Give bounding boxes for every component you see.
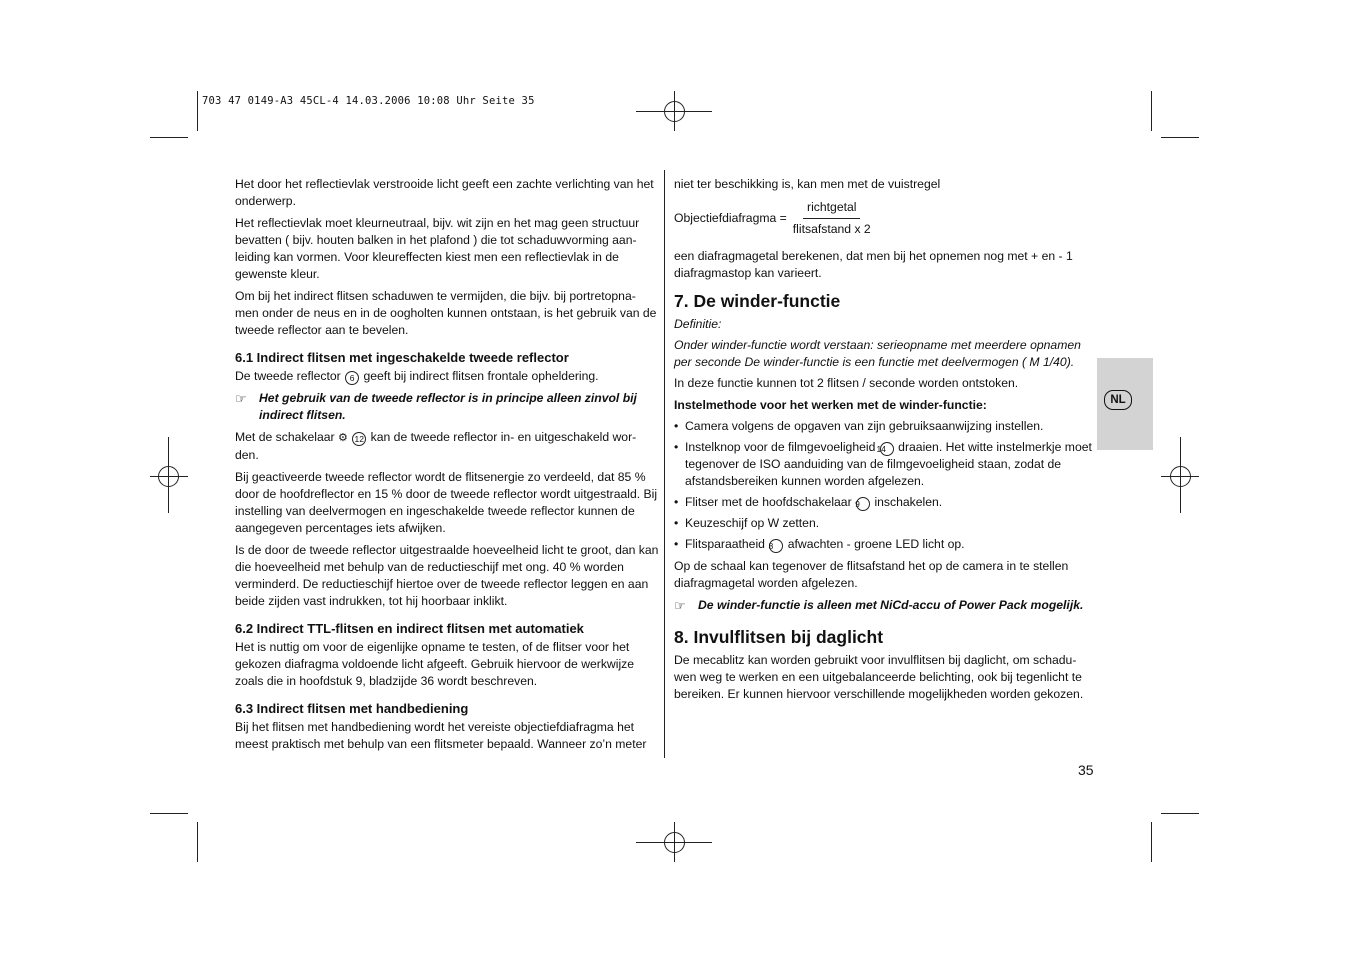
pointing-hand-icon: ☞	[674, 598, 686, 613]
column-divider	[664, 170, 665, 758]
paragraph: Het reflectievlak moet kleurneutraal, bijv. wit zijn en het mag geen structuur bevatten ( bijv. houten balken in het plafond ) die tot schaduwvorming aan-leiding kan vormen. Voor kleureffecten kiest men een reflectievlak in de gewenste kleur.	[235, 216, 640, 281]
text: afwachten - groene LED licht op.	[787, 537, 965, 551]
paragraph: niet ter beschikking is, kan men met de vuistregel	[674, 177, 941, 191]
paragraph: Om bij het indirect flitsen schaduwen te vermijden, die bijv. bij portretopna-men onder de neus en in de oogholten kunnen ontstaan, is het gebruik van de tweede reflector aan te bevelen.	[235, 289, 657, 337]
text: Flitsparaatheid	[685, 537, 765, 551]
paragraph: Op de schaal kan tegenover de flitsafstand het op de camera in te stellen diafragmagetal worden afgelezen.	[674, 559, 1069, 590]
text: Keuzeschijf op W zetten.	[685, 516, 820, 530]
text: geeft bij indirect flitsen frontale opheldering.	[363, 369, 599, 383]
paragraph: een diafragmagetal berekenen, dat men bij het opnemen nog met + en - 1 diafragmastop kan varieert.	[674, 249, 1073, 280]
text: kan de tweede reflector in- en uitgeschakeld wor-den.	[235, 430, 637, 462]
paragraph: Het is nuttig om voor de eigenlijke opname te testen, of de flitser voor het gekozen diafragma voldoende licht afgeeft. Gebruik hiervoor de werkwijze zoals die in hoofdstuk 9, bladzijde 36 wordt beschreven.	[235, 640, 635, 688]
text: inschakelen.	[874, 495, 943, 509]
text: Flitser met de hoofdschakelaar	[685, 495, 852, 509]
definition-label: Definitie:	[674, 317, 722, 331]
formula	[674, 199, 1096, 238]
fraction	[793, 199, 871, 238]
language-tab	[1097, 358, 1153, 450]
paragraph: Is de door de tweede reflector uitgestraalde hoeveelheid licht te groot, dan kan die hoeveelheid met behulp van de reductieschijf met ong. 40 % worden verminderd. De reductieschijf hiertoe over de tweede reflector leggen en aan beide zijden vast indrukken, tot hij hoorbaar inklikt.	[235, 543, 659, 608]
list-item	[674, 439, 1096, 490]
bullet-icon: •	[674, 537, 679, 551]
section-heading-6-3: 6.3 Indirect flitsen met handbediening	[235, 701, 469, 716]
crop-mark-top-left-h	[150, 137, 188, 138]
list-item	[674, 536, 1096, 553]
section-heading-8: 8. Invulflitsen bij daglicht	[674, 627, 884, 647]
language-badge: NL	[1104, 390, 1132, 410]
paragraph: Bij geactiveerde tweede reflector wordt de flitsenergie zo verdeeld, dat 85 % door de hoofdreflector en 15 % door de tweede reflector wordt uitgestraald. Bij instelling van deelvermogen en ingeschakelde tweede reflector kunnen de aangegeven percentages iets afwijken.	[235, 470, 658, 535]
section-heading-6-2: 6.2 Indirect TTL-flitsen en indirect flitsen met automatiek	[235, 621, 584, 636]
page-number: 35	[1078, 762, 1094, 778]
crop-mark-bottom-right-v	[1151, 822, 1152, 862]
paragraph: Bij het flitsen met handbediening wordt het vereiste objectiefdiafragma het meest praktisch met behulp van een flitsmeter bepaald. Wanneer zo’n meter	[235, 720, 647, 751]
print-slug: 703 47 0149-A3 45CL-4 14.03.2006 10:08 Uhr Seite 35	[202, 95, 535, 107]
crop-mark-bottom-left-h	[150, 813, 188, 814]
definition-text: Onder winder-functie wordt verstaan: serieopname met meerdere opnamen per seconde De winder-functie is een functie met deelvermogen ( M 1/40).	[674, 338, 1081, 369]
note	[235, 390, 659, 424]
switch-icon: ⚙	[337, 432, 348, 444]
bullet-icon: •	[674, 419, 679, 433]
left-column	[235, 176, 659, 758]
bullet-icon: •	[674, 440, 679, 454]
formula-lhs: Objectiefdiafragma =	[674, 211, 787, 225]
text: Instelknop voor de filmgevoeligheid	[685, 440, 876, 454]
text: De tweede reflector	[235, 369, 341, 383]
right-column	[674, 176, 1096, 708]
note-text: De winder-functie is alleen met NiCd-accu of Power Pack mogelijk.	[698, 598, 1084, 612]
paragraph	[235, 429, 659, 464]
paragraph: De mecablitz kan worden gebruikt voor invulflitsen bij daglicht, om schadu-wen weg te werken en een uitgebalanceerde belichting, ook bij tegenlicht te bereiken. Er kunnen hiervoor verschillende mogelijkheden worden gekozen.	[674, 653, 1084, 701]
paragraph	[235, 368, 659, 385]
crop-mark-bottom-left-v	[197, 822, 198, 862]
note	[674, 597, 1096, 614]
instructions-list	[674, 418, 1096, 553]
text: Met de schakelaar	[235, 430, 335, 444]
paragraph: In deze functie kunnen tot 2 flitsen / seconde worden ontstoken.	[674, 376, 1019, 390]
callout-number: 8	[769, 539, 783, 553]
crop-mark-bottom-right-h	[1161, 813, 1199, 814]
section-heading-7: 7. De winder-functie	[674, 291, 841, 311]
crop-mark-top-right-h	[1161, 137, 1199, 138]
bullet-icon: •	[674, 516, 679, 530]
text: Camera volgens de opgaven van zijn gebruiksaanwijzing instellen.	[685, 419, 1044, 433]
paragraph: Het door het reflectievlak verstrooide licht geeft een zachte verlichting van het onderwerp.	[235, 177, 654, 208]
callout-number: 6	[345, 371, 359, 385]
bullet-icon: •	[674, 495, 679, 509]
crop-mark-top-left-v	[197, 91, 198, 131]
section-heading-6-1: 6.1 Indirect flitsen met ingeschakelde tweede reflector	[235, 350, 569, 365]
callout-number: 12	[352, 432, 366, 446]
crop-mark-top-right-v	[1151, 91, 1152, 131]
pointing-hand-icon: ☞	[235, 391, 247, 406]
callout-number: 14	[880, 442, 894, 456]
fraction-numerator: richtgetal	[803, 199, 860, 219]
callout-number: 9	[856, 497, 870, 511]
instructions-heading: Instelmethode voor het werken met de winder-functie:	[674, 398, 987, 412]
list-item	[674, 418, 1096, 435]
list-item	[674, 494, 1096, 511]
note-text: Het gebruik van de tweede reflector is in principe alleen zinvol bij indirect flitsen.	[259, 391, 637, 422]
list-item	[674, 515, 1096, 532]
text: draaien. Het witte instelmerkje moet tegenover de ISO aanduiding van de filmgevoeligheid staan, zodat de afstandsbereiken kunnen worden afgelezen.	[685, 440, 1092, 488]
fraction-denominator: flitsafstand x 2	[792, 222, 871, 236]
